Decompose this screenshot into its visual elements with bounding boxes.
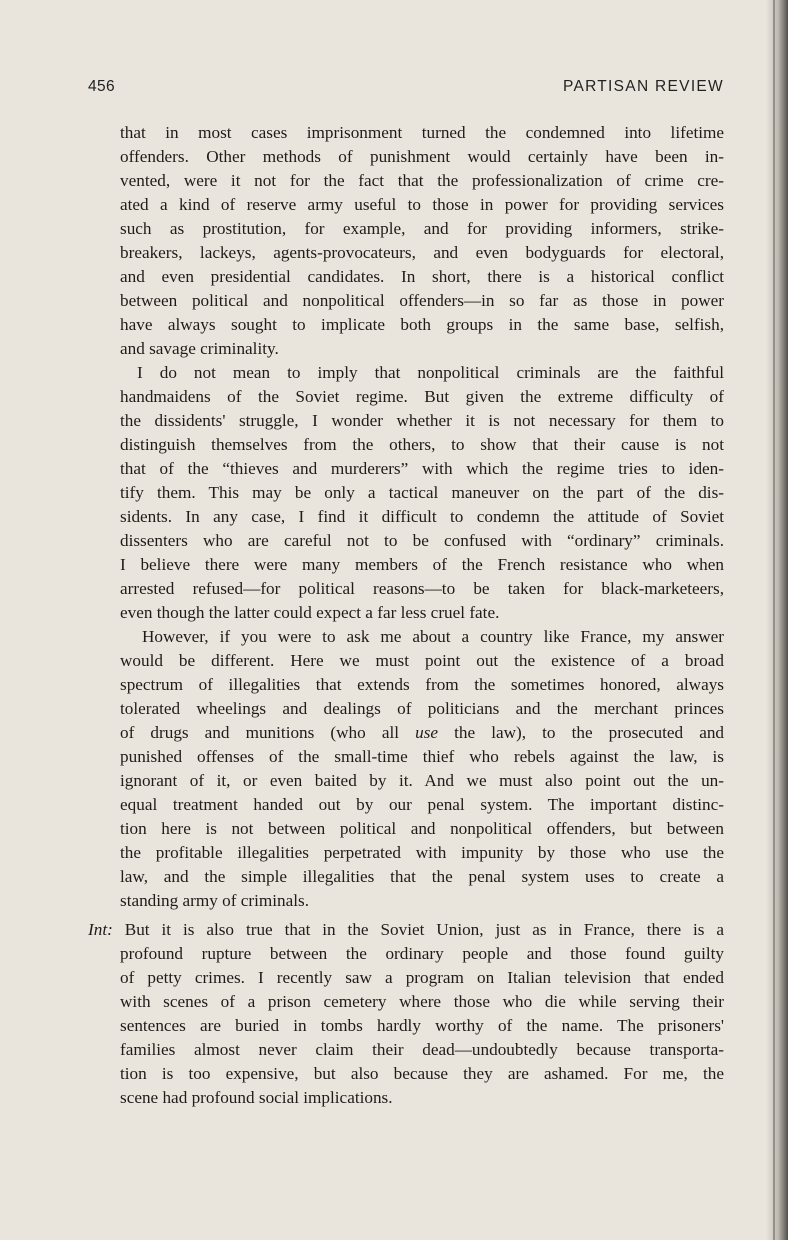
text-line: that of the “thieves and murderers” with which the regime tries to iden- <box>120 459 724 478</box>
text-segment: of drugs and munitions (who all <box>120 723 400 742</box>
text-line: sidents. In any case, I find it difficult to condemn the attitude of Soviet <box>120 507 724 526</box>
page-edge-shadow <box>766 0 788 1240</box>
text-line: of petty crimes. I recently saw a program on Italian television that ended <box>120 968 724 987</box>
text-line: that in most cases imprisonment turned the condemned into lifetime <box>120 123 724 142</box>
text-line: would be different. Here we must point out the existence of a broad <box>120 651 724 670</box>
text-line: standing army of criminals. <box>120 891 310 910</box>
text-line: offenders. Other methods of punishment would certainly have been in- <box>120 147 724 166</box>
speaker-label: Int: <box>88 920 113 939</box>
text-line: dissenters who are careful not to be confused with “ordinary” criminals. <box>120 531 724 550</box>
text-line-with-emphasis <box>120 721 724 745</box>
text-line: tion is too expensive, but also because they are ashamed. For me, the <box>120 1064 724 1083</box>
text-segment: But it is also true that in the Soviet Union, just as in France, there is a <box>124 920 725 939</box>
text-line: even though the latter could expect a far less cruel fate. <box>120 603 500 622</box>
text-line: scene had profound social implications. <box>120 1088 393 1107</box>
text-line: punished offenses of the small-time thief who rebels against the law, is <box>120 747 724 766</box>
text-line: between political and nonpolitical offenders—in so far as those in power <box>120 291 724 310</box>
text-line: tion here is not between political and nonpolitical offenders, but between <box>120 819 724 838</box>
text-line: spectrum of illegalities that extends from the sometimes honored, always <box>120 675 724 694</box>
text-line: vented, were it not for the fact that the professionalization of crime cre- <box>120 171 724 190</box>
text-line: ignorant of it, or even baited by it. And we must also point out the un- <box>120 771 724 790</box>
text-line: and savage criminality. <box>120 339 279 358</box>
emphasized-word: use <box>415 723 439 742</box>
text-line: law, and the simple illegalities that the penal system uses to create a <box>120 867 724 886</box>
text-line: the dissidents' struggle, I wonder whether it is not necessary for them to <box>120 411 724 430</box>
text-line: handmaidens of the Soviet regime. But given the extreme difficulty of <box>120 387 724 406</box>
text-line: and even presidential candidates. In short, there is a historical conflict <box>120 267 724 286</box>
text-line: distinguish themselves from the others, to show that their cause is not <box>120 435 724 454</box>
text-line: such as prostitution, for example, and for providing informers, strike- <box>120 219 724 238</box>
text-line: tify them. This may be only a tactical maneuver on the part of the dis- <box>120 483 724 502</box>
text-line: sentences are buried in tombs hardly worthy of the name. The prisoners' <box>120 1016 724 1035</box>
text-line: equal treatment handed out by our penal system. The important distinc- <box>120 795 724 814</box>
text-line: families almost never claim their dead—undoubtedly because transporta- <box>120 1040 724 1059</box>
text-line: However, if you were to ask me about a country like France, my answer <box>142 627 724 646</box>
text-line: with scenes of a prison cemetery where those who die while serving their <box>120 992 724 1011</box>
page-edge-line <box>773 0 775 1240</box>
text-line: ated a kind of reserve army useful to those in power for providing services <box>120 195 724 214</box>
running-head: PARTISAN REVIEW <box>562 78 724 95</box>
page-header <box>88 78 724 100</box>
text-line: I do not mean to imply that nonpolitical criminals are the faithful <box>137 363 724 382</box>
text-line: tolerated wheelings and dealings of politicians and the merchant princes <box>120 699 724 718</box>
text-line: have always sought to implicate both groups in the same base, selfish, <box>120 315 724 334</box>
page-number: 456 <box>88 78 116 95</box>
text-line: the profitable illegalities perpetrated with impunity by those who use the <box>120 843 724 862</box>
text-line: arrested refused—for political reasons—to be taken for black-marketeers, <box>120 579 724 598</box>
text-line: profound rupture between the ordinary people and those found guilty <box>120 944 724 963</box>
text-line: breakers, lackeys, agents-provocateurs, and even bodyguards for electoral, <box>120 243 724 262</box>
text-segment: the law), to the prosecuted and <box>454 723 725 742</box>
interviewer-line <box>88 918 724 942</box>
text-line: I believe there were many members of the French resistance who when <box>120 555 724 574</box>
